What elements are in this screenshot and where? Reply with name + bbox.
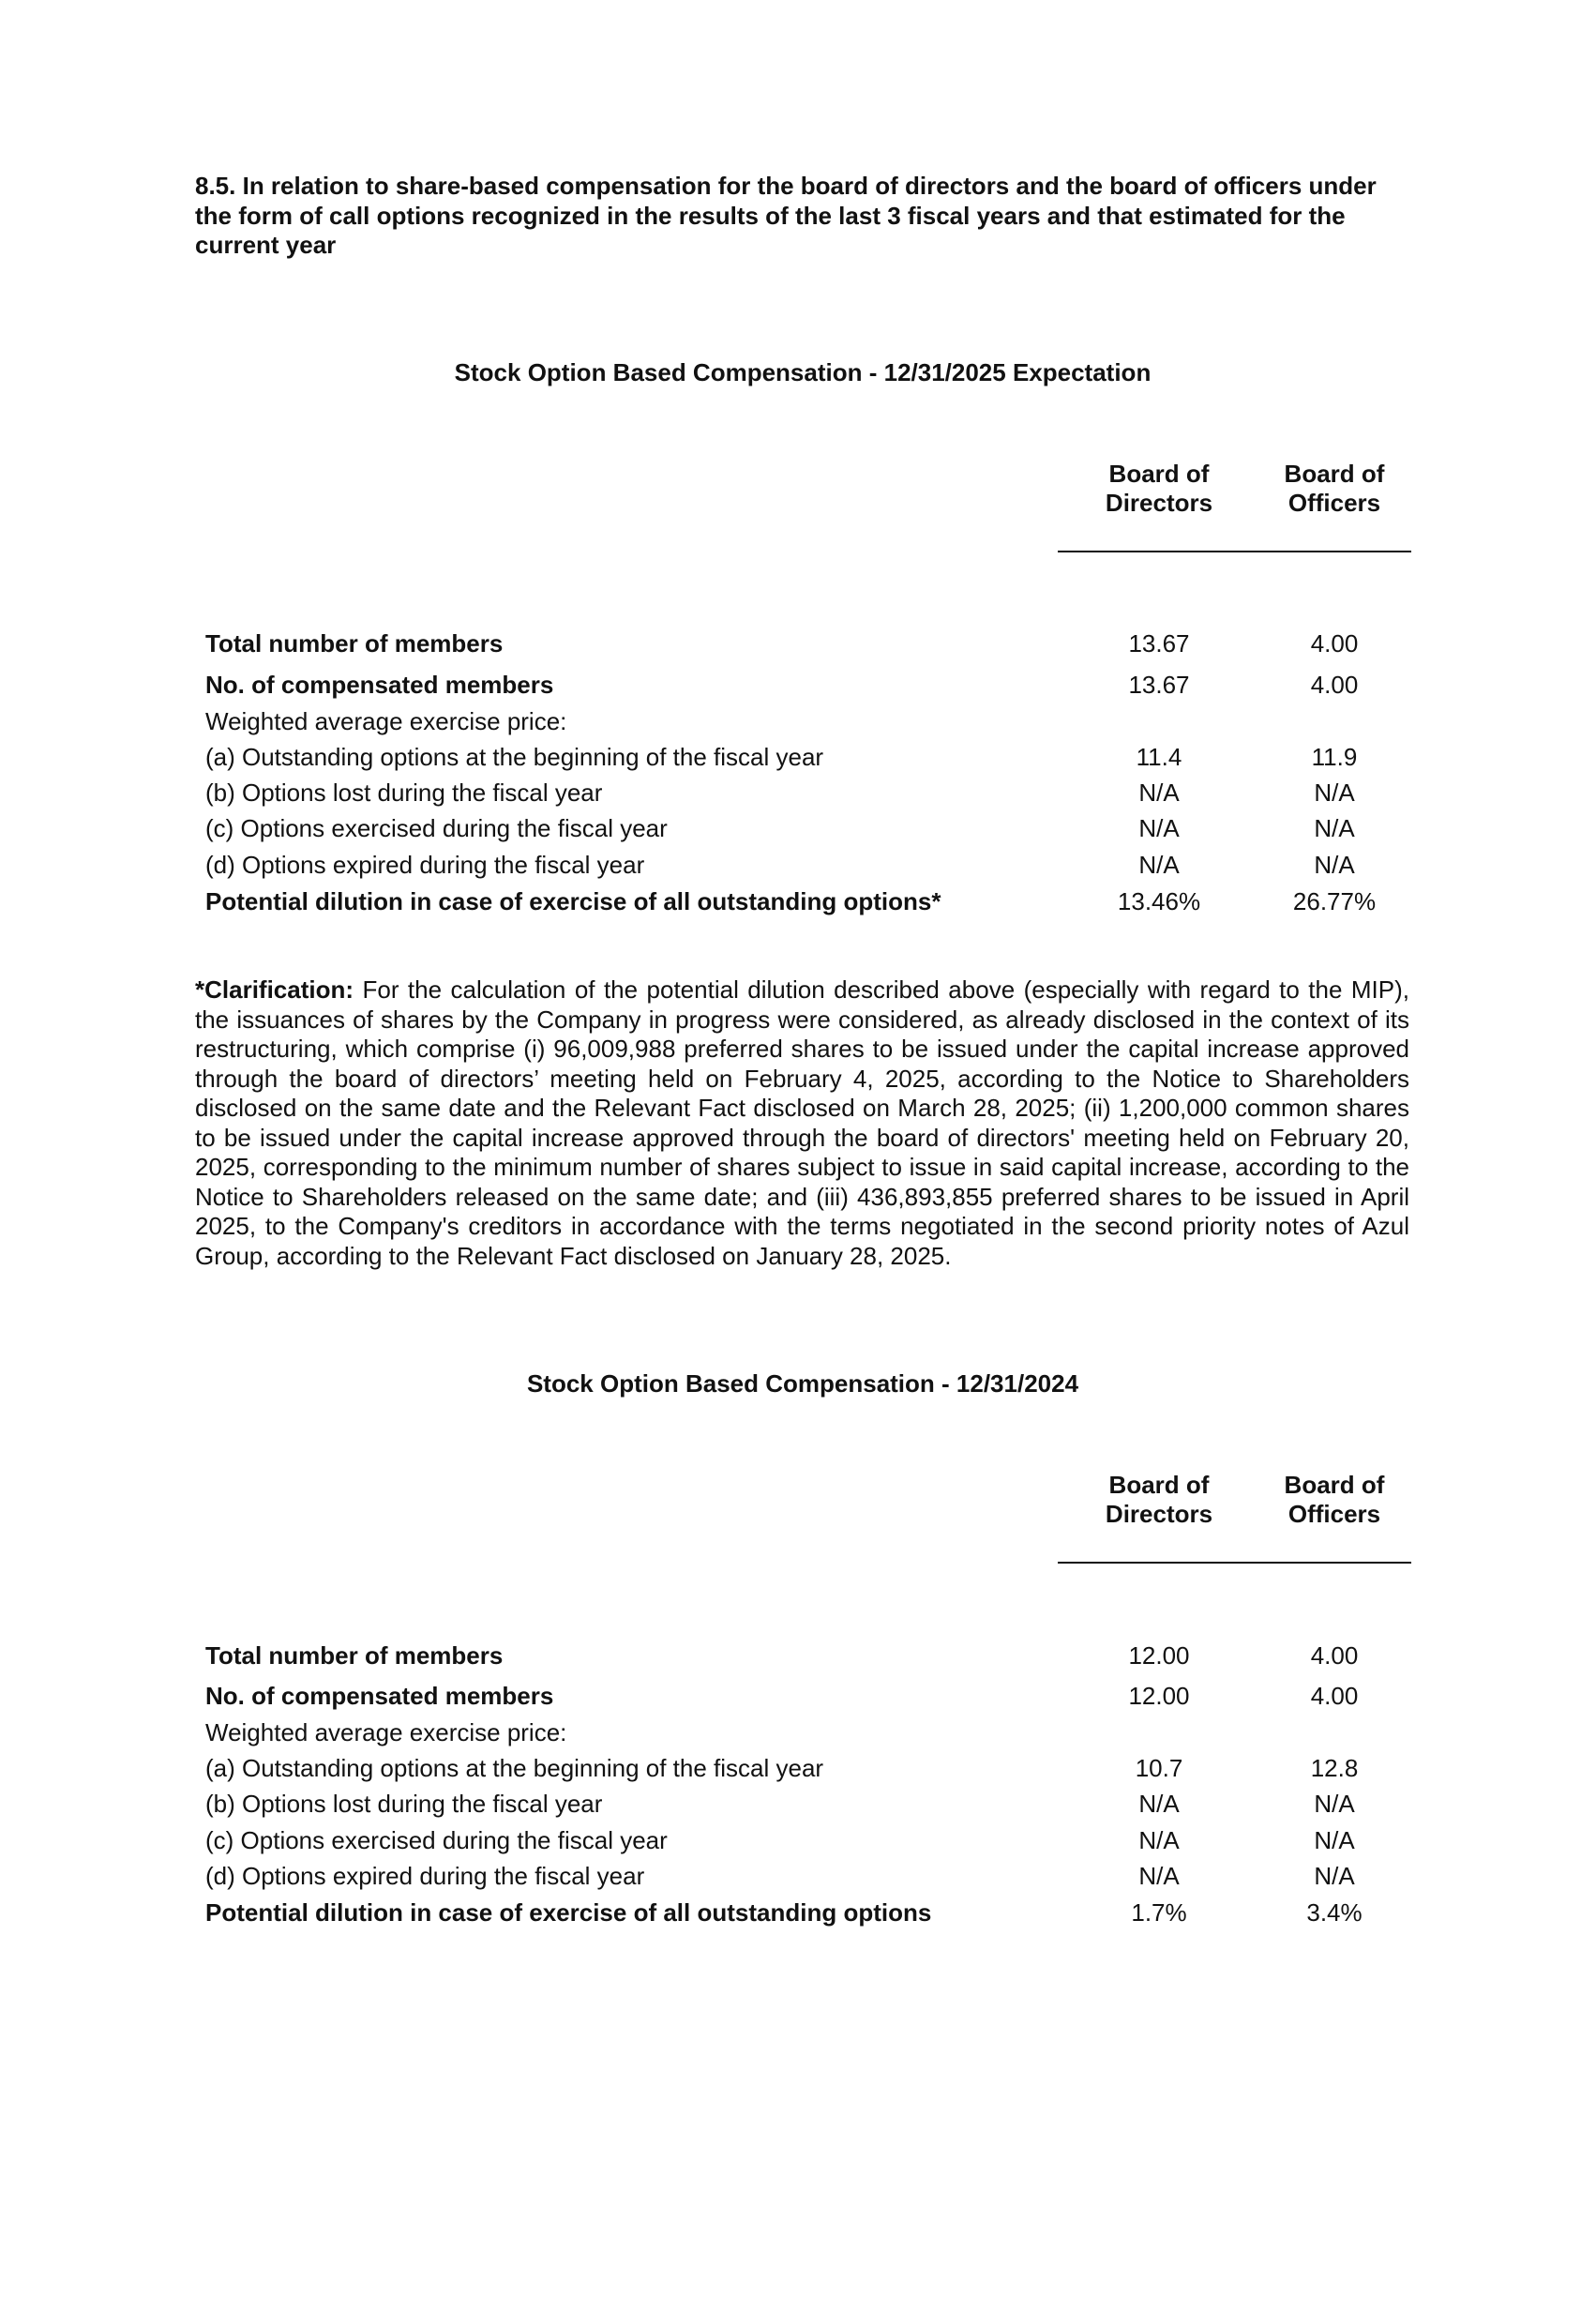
officers-value: N/A [1314,1790,1355,1818]
officers-value: N/A [1314,1826,1355,1854]
table-row [205,1754,1424,1784]
officers-value: 4.00 [1310,671,1359,699]
row-label: (c) Options exercised during the fiscal year [205,814,668,842]
table-row [205,1826,1424,1856]
officers-value: 4.00 [1310,1682,1359,1710]
directors-value: 13.67 [1128,629,1190,658]
officers-value: N/A [1314,851,1355,879]
column-header-officers [1241,460,1428,518]
table-row [205,743,1424,773]
table-row [205,814,1424,844]
header-line: Directors [1105,1500,1213,1528]
row-label: (b) Options lost during the fiscal year [205,1790,603,1818]
header-line: Board of [1108,1471,1210,1499]
officers-value: 3.4% [1306,1898,1363,1927]
row-label: (b) Options lost during the fiscal year [205,779,603,807]
directors-value: N/A [1138,779,1180,807]
table-row [205,1718,1424,1748]
row-label: Weighted average exercise price: [205,707,567,735]
header-line: Board of [1284,460,1385,488]
row-label: (d) Options expired during the fiscal year [205,1862,645,1890]
header-rule [1058,1562,1411,1564]
officers-value: 4.00 [1310,1641,1359,1670]
directors-value: 12.00 [1128,1641,1190,1670]
row-label: (a) Outstanding options at the beginning of the fiscal year [205,743,824,771]
directors-value: 10.7 [1135,1754,1183,1782]
header-line: Officers [1287,489,1381,517]
table-row [205,1898,1424,1928]
table-row [205,887,1424,917]
row-label: Total number of members [205,1641,504,1670]
table-title-2025: Stock Option Based Compensation - 12/31/2025 Expectation [454,358,1152,386]
header-line: Board of [1284,1471,1385,1499]
clarification-label: *Clarification: [195,975,354,1004]
column-header-directors [1065,460,1253,518]
directors-value: N/A [1138,814,1180,842]
row-label: No. of compensated members [205,671,554,699]
directors-value: N/A [1138,1862,1180,1890]
officers-value: 4.00 [1310,629,1359,658]
row-label: Weighted average exercise price: [205,1718,567,1746]
section-heading: 8.5. In relation to share-based compensation for the board of directors and the board of officers under the form of call options recognized in the results of the last 3 fiscal years and that estimated for the current year [195,172,1377,259]
header-line: Officers [1287,1500,1381,1528]
officers-value: 12.8 [1310,1754,1359,1782]
directors-value: 1.7% [1131,1898,1187,1927]
table-row [205,671,1424,701]
directors-value: 13.67 [1128,671,1190,699]
directors-value: 13.46% [1117,887,1201,915]
directors-value: N/A [1138,1826,1180,1854]
table-row [205,851,1424,881]
table-title-2024: Stock Option Based Compensation - 12/31/2024 [526,1369,1079,1398]
row-label: No. of compensated members [205,1682,554,1710]
officers-value: 11.9 [1311,743,1358,771]
officers-value: 26.77% [1292,887,1377,915]
directors-value: 11.4 [1136,743,1182,771]
clarification-text: For the calculation of the potential dilution described above (especially with regard to the MIP), the issuances of shares by the Company in progress were considered, as already disclosed in the context of its restructuring, which comprise (i) 96,009,988 preferred shares to be issued under the capital increase approved through the board of directors’ meeting held on February 4, 2025, according to the Notice to Shareholders disclosed on the same date and the Relevant Fact disclosed on March 28, 2025; (ii) 1,200,000 common shares to be issued under the capital increase approved through the board of directors' meeting held on February 20, 2025, corresponding to the minimum number of shares subject to issue in said capital increase, according to the Notice to Shareholders released on the same date; and (iii) 436,893,855 preferred shares to be issued in April 2025, to the Company's creditors in accordance with the terms negotiated in the second priority notes of Azul Group, according to the Relevant Fact disclosed on January 28, 2025. [195,975,1409,1270]
table-row [205,707,1424,737]
column-header-directors [1065,1471,1253,1529]
header-line: Directors [1105,489,1213,517]
row-label: (d) Options expired during the fiscal year [205,851,645,879]
header-rule [1058,551,1411,552]
column-header-officers [1241,1471,1428,1529]
table-row [205,629,1424,659]
directors-value: 12.00 [1128,1682,1190,1710]
table-row [205,779,1424,809]
row-label: Potential dilution in case of exercise of all outstanding options [205,1898,932,1927]
officers-value: N/A [1314,779,1355,807]
header-line: Board of [1108,460,1210,488]
table-row [205,1682,1424,1712]
table-row [205,1641,1424,1671]
directors-value: N/A [1138,851,1180,879]
officers-value: N/A [1314,814,1355,842]
table-row [205,1862,1424,1892]
row-label: (a) Outstanding options at the beginning of the fiscal year [205,1754,824,1782]
row-label: Total number of members [205,629,504,658]
row-label: (c) Options exercised during the fiscal year [205,1826,668,1854]
table-row [205,1790,1424,1820]
clarification-note [195,975,1409,1271]
row-label: Potential dilution in case of exercise of all outstanding options* [205,887,941,915]
directors-value: N/A [1138,1790,1180,1818]
officers-value: N/A [1314,1862,1355,1890]
